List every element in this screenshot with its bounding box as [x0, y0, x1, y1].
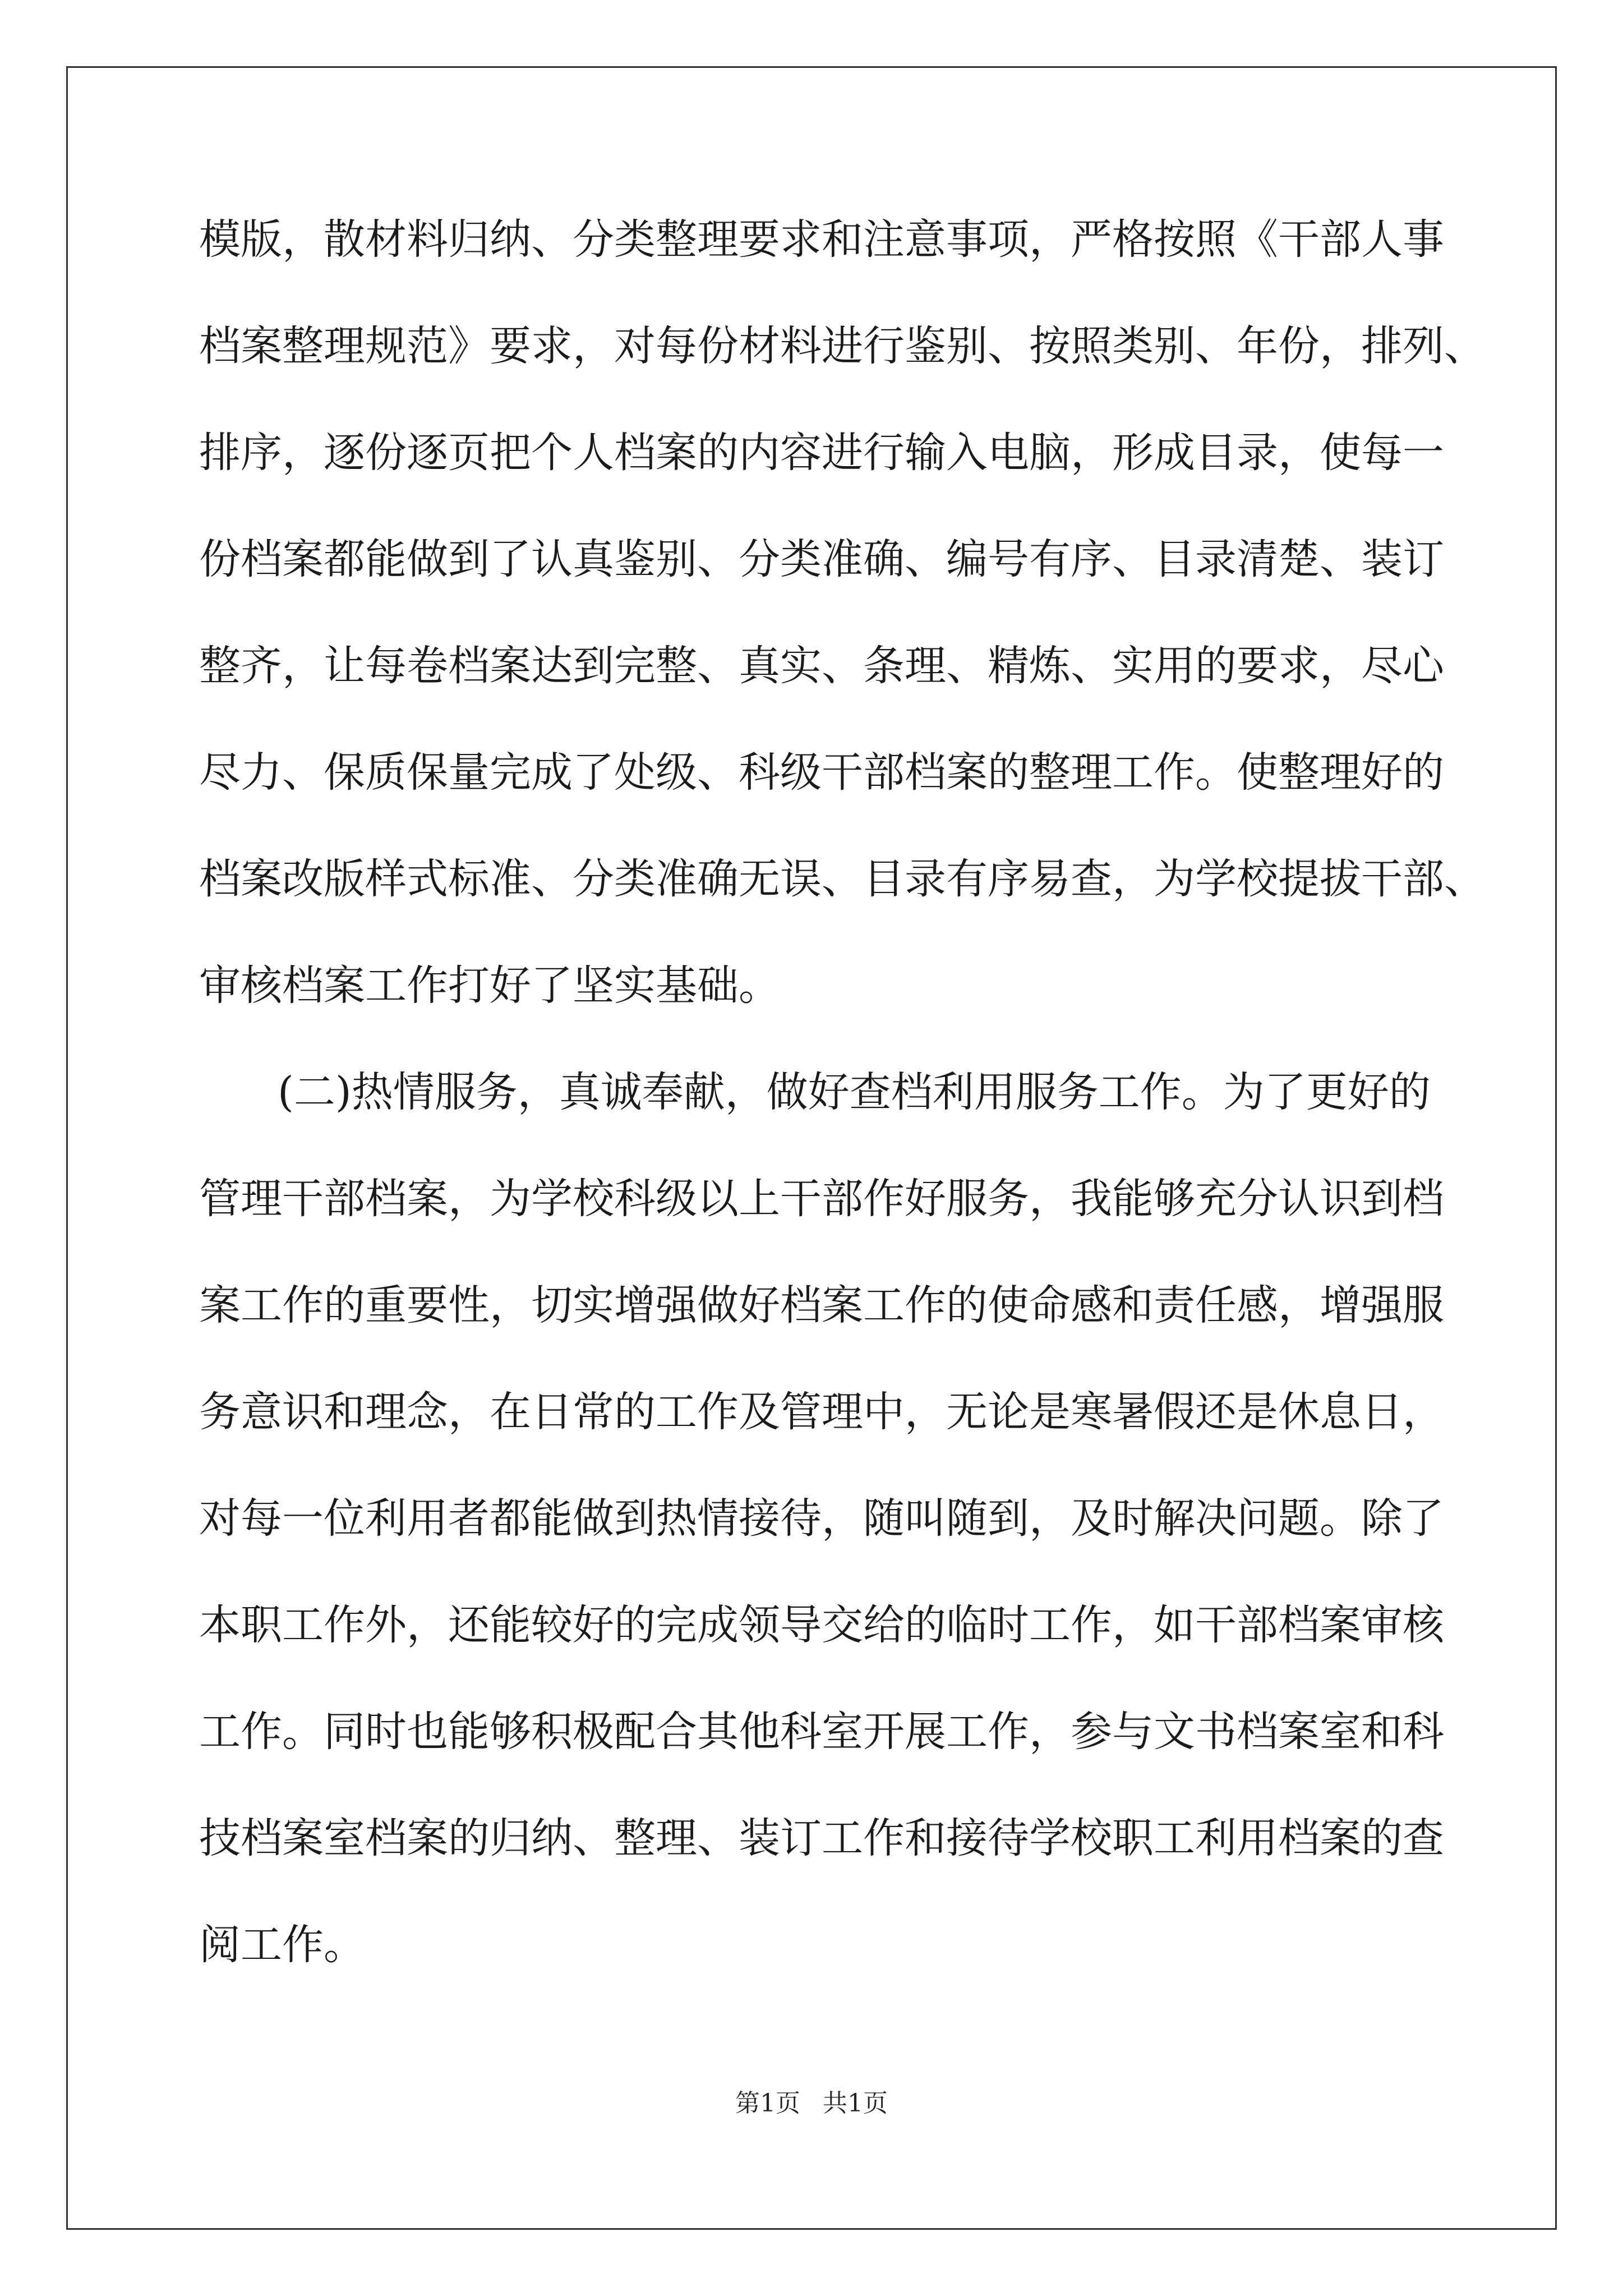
- text-line: 案工作的重要性，切实增强做好档案工作的使命感和责任感，增强服: [199, 1281, 1444, 1329]
- text-line: 份档案都能做到了认真鉴别、分类准确、编号有序、目录清楚、装订: [199, 535, 1444, 583]
- document-body: [199, 209, 1486, 2021]
- text-line: 工作。同时也能够积极配合其他科室开展工作，参与文书档案室和科: [199, 1708, 1444, 1756]
- page-number-current: 第1页: [735, 2089, 800, 2118]
- section-heading-line: (二)热情服务，真诚奉献，做好查档利用服务工作。为了更好的: [278, 1068, 1431, 1116]
- page-footer: [0, 2087, 1623, 2120]
- text-line: 管理干部档案，为学校科级以上干部作好服务，我能够充分认识到档: [199, 1175, 1444, 1223]
- text-line: 阅工作。: [199, 1921, 365, 1969]
- text-line: 务意识和理念，在日常的工作及管理中，无论是寒暑假还是休息日，: [199, 1388, 1444, 1436]
- text-line: 尽力、保质保量完成了处级、科级干部档案的整理工作。使整理好的: [199, 748, 1444, 797]
- text-line: 档案改版样式标准、分类准确无误、目录有序易查，为学校提拔干部、: [199, 855, 1486, 903]
- page-number-total: 共1页: [823, 2089, 888, 2118]
- text-line: 审核档案工作打好了坚实基础。: [199, 961, 780, 1010]
- text-line: 技档案室档案的归纳、整理、装订工作和接待学校职工利用档案的查: [199, 1814, 1444, 1862]
- text-line: 整齐，让每卷档案达到完整、真实、条理、精炼、实用的要求，尽心: [199, 642, 1444, 690]
- text-line: 档案整理规范》要求，对每份材料进行鉴别、按照类别、年份，排列、: [199, 322, 1486, 370]
- text-line: 对每一位利用者都能做到热情接待，随叫随到，及时解决问题。除了: [199, 1494, 1444, 1543]
- text-line: 本职工作外，还能较好的完成领导交给的临时工作，如干部档案审核: [199, 1601, 1444, 1649]
- text-line: 模版，散材料归纳、分类整理要求和注意事项，严格按照《干部人事: [199, 215, 1444, 264]
- text-line: 排序，逐份逐页把个人档案的内容进行输入电脑，形成目录，使每一: [199, 429, 1444, 477]
